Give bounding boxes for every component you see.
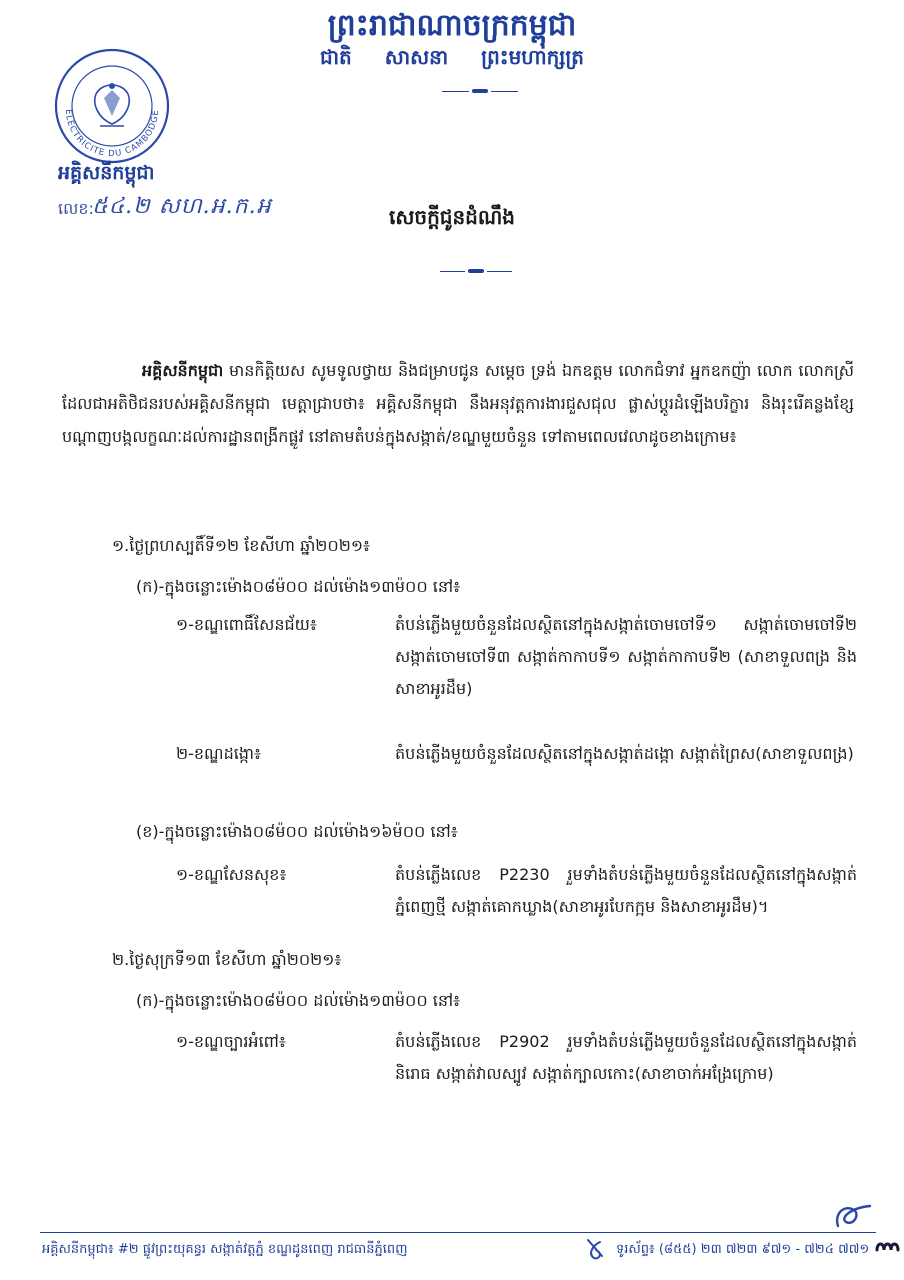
- header-ornament: [442, 86, 518, 96]
- zone-description: តំបន់ភ្លើងមួយចំនួនដែលស្ថិតនៅក្នុងសង្កាត់ចោមចៅទី១ សង្កាត់ចោមចៅទី២ សង្កាត់ចោមចៅទី៣ សង្កាត់កាកាបទី១ សង្កាត់កាកាបទី២ (សាខាទួលពង្រ និងសាខាអូរដឹម): [395, 615, 857, 698]
- zone-name: ១-ខណ្ឌសែនសុខ៖: [176, 865, 287, 884]
- intro-text: មានកិត្តិយស សូមទូលថ្វាយ និងជម្រាបជូន សម្តេច ទ្រង់ ឯកឧត្តម លោកជំទាវ អ្នកឧកញ៉ា លោក លោកស្រី ដែលជាអតិថិជនរបស់អគ្គិសនីកម្ពុជា មេត្តាជ្រាបថា៖ អគ្គិសនីកម្ពុជា នឹងអនុវត្តការងារជួសជុល ផ្លាស់ប្តូរដំឡើងបរិក្ខារ និងរុះរើគន្លងខ្សែបណ្តាញបង្កលក្ខណៈដល់ការដ្ឋានពង្រីកផ្លូវ នៅតាមតំបន់ក្នុងសង្កាត់/ខណ្ឌមួយចំនួន ទៅតាមពេលវេលាដូចខាងក្រោម៖: [62, 361, 855, 446]
- reference-label: លេខ:: [58, 199, 94, 218]
- zone-description: តំបន់ភ្លើងមួយចំនួនដែលស្ថិតនៅក្នុងសង្កាត់ដង្កោ សង្កាត់ព្រៃស(សាខាទួលពង្រ): [395, 744, 854, 763]
- intro-org-name: អគ្គិសនីកម្ពុជា: [142, 361, 224, 380]
- reference-number: ៥៤.២ សហ.អ.ក.អ: [92, 194, 272, 219]
- zone-description: តំបន់ភ្លើងលេខ P2902 រួមទាំងតំបន់ភ្លើងមួយចំនួនដែលស្ថិតនៅក្នុងសង្កាត់និរោធ សង្កាត់វាលស្បូវ សង្កាត់ក្បាលកោះ(សាខាចាក់អង្រែក្រោម): [395, 1032, 857, 1083]
- zone-description: តំបន់ភ្លើងលេខ P2230 រួមទាំងតំបន់ភ្លើងមួយចំនួនដែលស្ថិតនៅក្នុងសង្កាត់ភ្នំពេញថ្មី សង្កាត់គោកឃ្លាង(សាខាអូរបែកក្អម និងសាខាអូរដឹម)។: [395, 865, 857, 916]
- day-2-slot-a-heading: (ក)-ក្នុងចន្លោះម៉ោង០៨ម៉០០ ដល់ម៉ោង១៣ម៉០០ នៅ៖: [136, 991, 461, 1010]
- signature-mark: [830, 1200, 878, 1236]
- zone-name: ១-ខណ្ឌពោធិ៍សែនជ័យ៖: [176, 615, 317, 634]
- day-1-heading: ១.ថ្ងៃព្រហស្បតិ៍ទី១២ ខែសីហា ឆ្នាំ២០២១៖: [112, 536, 370, 555]
- seal-text: ELECTRICITE DU CAMBODGE: [62, 109, 162, 159]
- footer-phone: ទូរស័ព្ទ៖ (៨៥៥) ២៣ ៧២៣ ៩៧១ - ៧២៤ ៧៧១: [616, 1242, 870, 1257]
- kingdom-heading: ព្រះរាជាណាចក្រកម្ពុជា: [327, 8, 577, 43]
- initials-mark: [582, 1236, 610, 1262]
- day-1-slot-a-heading: (ក)-ក្នុងចន្លោះម៉ោង០៨ម៉០០ ដល់ម៉ោង១៣ម៉០០ នៅ៖: [136, 577, 461, 596]
- intro-paragraph: [62, 354, 854, 453]
- day-1-slot-b-heading: (ខ)-ក្នុងចន្លោះម៉ោង០៨ម៉០០ ដល់ម៉ោង១៦ម៉០០ នៅ៖: [136, 822, 458, 841]
- zone-name: ២-ខណ្ឌដង្កោ៖: [176, 744, 262, 763]
- organization-name: អគ្គិសនីកម្ពុជា: [58, 162, 155, 184]
- zone-name: ១-ខណ្ឌច្បារអំពៅ៖: [176, 1032, 286, 1051]
- footer-end-mark: [874, 1236, 902, 1258]
- company-seal-logo: [52, 46, 172, 166]
- title-ornament: [440, 266, 512, 276]
- day-2-heading: ២.ថ្ងៃសុក្រទី១៣ ខែសីហា ឆ្នាំ២០២១៖: [112, 950, 342, 969]
- footer-divider: [40, 1232, 876, 1233]
- document-title: សេចក្តីជូនដំណឹង: [389, 205, 515, 229]
- national-motto: ជាតិ សាសនា ព្រះមហាក្សត្រ: [320, 45, 584, 69]
- footer-address: អគ្គិសនីកម្ពុជា៖ #២ ផ្លូវព្រះយុគន្ធរ សង្កាត់វត្តភ្នំ ខណ្ឌដូនពេញ រាជធានីភ្នំពេញ: [42, 1242, 408, 1257]
